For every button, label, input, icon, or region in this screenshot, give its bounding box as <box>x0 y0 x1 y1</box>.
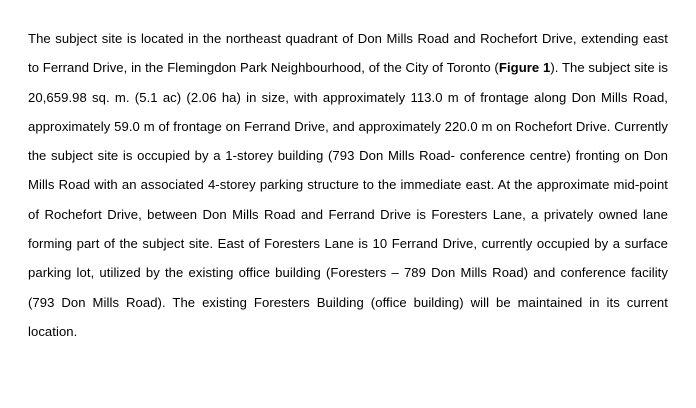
paragraph-segment-2: ). The subject site is 20,659.98 sq. m. (5.1 ac) (2.06 ha) in size, with approximately 113.0 m of frontage along Don Mills Road, approximately 59.0 m of frontage on Ferrand Drive, and approximately 220.0 m on Rochefort Drive. Currently the subject site is occupied by a 1-storey building (793 Don Mills Road- conference centre) fronting on Don Mills Road with an associated 4-storey parking structure to the immediate east. At the approximate mid-point of Rochefort Drive, between Don Mills Road and Ferrand Drive is Foresters Lane, a privately owned lane forming part of the subject site. East of Foresters Lane is 10 Ferrand Drive, currently occupied by a surface parking lot, utilized by the existing office building (Foresters – 789 Don Mills Road) and conference facility (793 Don Mills Road). The existing Foresters Building (office building) will be maintained in its current location. <box>28 60 668 339</box>
paragraph-segment-1: The subject site is located in the northeast quadrant of Don Mills Road and Rochefort Drive, extending east to Ferrand Drive, in the Flemingdon Park Neighbourhood, of the City of Toronto ( <box>28 31 668 76</box>
site-description-paragraph <box>28 24 668 346</box>
figure-reference: Figure 1 <box>498 60 551 76</box>
